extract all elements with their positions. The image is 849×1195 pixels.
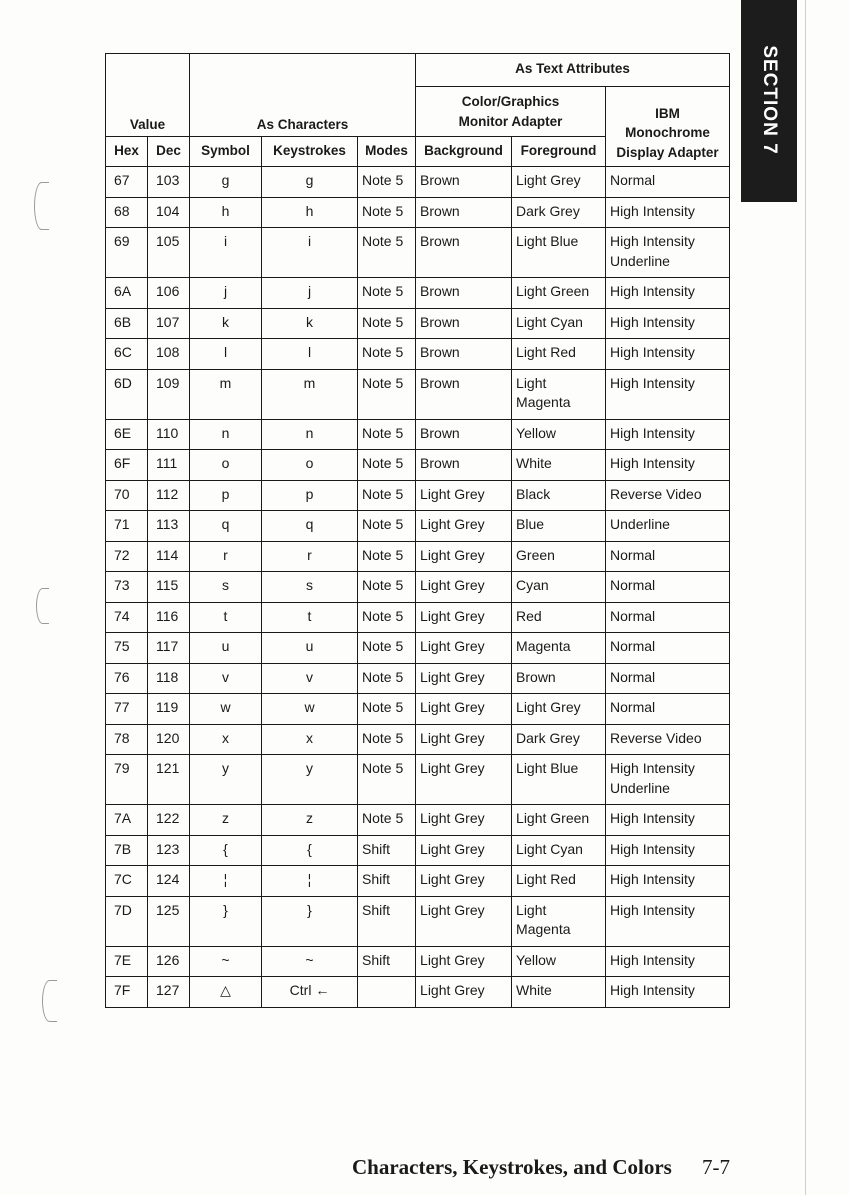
background-cell: Brown (416, 278, 512, 309)
table-row (106, 419, 730, 450)
symbol-cell: w (190, 694, 262, 725)
keystrokes-cell: ¦ (262, 866, 358, 897)
hex-cell: 7B (106, 835, 148, 866)
table-row (106, 602, 730, 633)
modes-cell: Note 5 (358, 339, 416, 370)
table-row (106, 694, 730, 725)
keystrokes-cell: ~ (262, 946, 358, 977)
table-row (106, 369, 730, 419)
hex-cell: 73 (106, 572, 148, 603)
hex-cell: 72 (106, 541, 148, 572)
symbol-cell: ¦ (190, 866, 262, 897)
keystrokes-cell: w (262, 694, 358, 725)
table-body (106, 167, 730, 1008)
foreground-cell: Light Green (512, 805, 606, 836)
foreground-cell: Light Grey (512, 167, 606, 198)
mono-attribute-cell: High Intensity Underline (606, 755, 730, 805)
background-cell: Light Grey (416, 480, 512, 511)
modes-cell: Note 5 (358, 633, 416, 664)
symbol-cell: z (190, 805, 262, 836)
mono-attribute-cell: High Intensity (606, 896, 730, 946)
hex-cell: 75 (106, 633, 148, 664)
background-cell: Light Grey (416, 694, 512, 725)
margin-bracket-mark (36, 588, 49, 624)
background-header: Background (416, 137, 512, 167)
mono-attribute-cell: High Intensity (606, 339, 730, 370)
table-row (106, 896, 730, 946)
foreground-cell: Light Magenta (512, 896, 606, 946)
keystrokes-cell: k (262, 308, 358, 339)
page-number: 7-7 (702, 1155, 730, 1179)
dec-cell: 106 (148, 278, 190, 309)
modes-cell (358, 977, 416, 1008)
hex-header: Hex (106, 137, 148, 167)
background-cell: Light Grey (416, 572, 512, 603)
hex-cell: 6E (106, 419, 148, 450)
mono-attribute-cell: Normal (606, 633, 730, 664)
foreground-cell: Brown (512, 663, 606, 694)
foreground-cell: Light Grey (512, 694, 606, 725)
mono-attribute-cell: High Intensity (606, 805, 730, 836)
modes-cell: Note 5 (358, 197, 416, 228)
mono-attribute-cell: High Intensity (606, 977, 730, 1008)
color-graphics-header: Color/Graphics Monitor Adapter (416, 87, 606, 137)
background-cell: Brown (416, 197, 512, 228)
foreground-cell: Light Red (512, 339, 606, 370)
character-attribute-table (105, 53, 730, 1008)
foreground-cell: Cyan (512, 572, 606, 603)
foreground-cell: Yellow (512, 419, 606, 450)
modes-cell: Note 5 (358, 541, 416, 572)
margin-bracket-mark (42, 980, 57, 1022)
table-row (106, 450, 730, 481)
table-row (106, 197, 730, 228)
table-row (106, 755, 730, 805)
background-cell: Light Grey (416, 896, 512, 946)
foreground-cell: Black (512, 480, 606, 511)
keystrokes-cell: q (262, 511, 358, 542)
keystrokes-cell: o (262, 450, 358, 481)
foreground-cell: Dark Grey (512, 197, 606, 228)
background-cell: Brown (416, 167, 512, 198)
symbol-cell: ~ (190, 946, 262, 977)
foreground-cell: Light Cyan (512, 308, 606, 339)
dec-cell: 114 (148, 541, 190, 572)
background-cell: Light Grey (416, 633, 512, 664)
as-text-attributes-header: As Text Attributes (416, 54, 730, 87)
background-cell: Light Grey (416, 835, 512, 866)
hex-cell: 77 (106, 694, 148, 725)
symbol-cell: s (190, 572, 262, 603)
modes-cell: Shift (358, 896, 416, 946)
table-row (106, 541, 730, 572)
mono-attribute-cell: High Intensity (606, 866, 730, 897)
mono-attribute-cell: High Intensity (606, 369, 730, 419)
modes-cell: Note 5 (358, 755, 416, 805)
modes-cell: Note 5 (358, 694, 416, 725)
dec-cell: 111 (148, 450, 190, 481)
background-cell: Brown (416, 339, 512, 370)
hex-cell: 79 (106, 755, 148, 805)
dec-cell: 105 (148, 228, 190, 278)
foreground-cell: Green (512, 541, 606, 572)
symbol-cell: l (190, 339, 262, 370)
symbol-cell: u (190, 633, 262, 664)
foreground-cell: Yellow (512, 946, 606, 977)
table-row (106, 835, 730, 866)
mono-attribute-cell: Underline (606, 511, 730, 542)
keystrokes-cell: l (262, 339, 358, 370)
symbol-cell: △ (190, 977, 262, 1008)
mono-attribute-cell: High Intensity (606, 197, 730, 228)
mono-attribute-cell: High Intensity (606, 308, 730, 339)
foreground-cell: Light Cyan (512, 835, 606, 866)
foreground-cell: White (512, 450, 606, 481)
mono-attribute-cell: Normal (606, 663, 730, 694)
hex-cell: 7E (106, 946, 148, 977)
dec-cell: 112 (148, 480, 190, 511)
modes-cell: Note 5 (358, 572, 416, 603)
ibm-mono-header: IBM Monochrome Display Adapter (606, 87, 730, 167)
modes-cell: Note 5 (358, 663, 416, 694)
dec-cell: 117 (148, 633, 190, 664)
table-row (106, 511, 730, 542)
keystrokes-cell: j (262, 278, 358, 309)
dec-cell: 115 (148, 572, 190, 603)
symbol-cell: x (190, 724, 262, 755)
hex-cell: 7A (106, 805, 148, 836)
background-cell: Light Grey (416, 724, 512, 755)
dec-cell: 123 (148, 835, 190, 866)
mono-attribute-cell: Normal (606, 167, 730, 198)
symbol-cell: o (190, 450, 262, 481)
symbol-cell: j (190, 278, 262, 309)
table-row (106, 167, 730, 198)
symbol-cell: q (190, 511, 262, 542)
dec-cell: 124 (148, 866, 190, 897)
background-cell: Light Grey (416, 977, 512, 1008)
keystrokes-cell: Ctrl ← (262, 977, 358, 1008)
background-cell: Brown (416, 369, 512, 419)
modes-cell: Note 5 (358, 308, 416, 339)
foreground-cell: Light Magenta (512, 369, 606, 419)
symbol-cell: } (190, 896, 262, 946)
symbol-cell: { (190, 835, 262, 866)
table-row (106, 278, 730, 309)
mono-attribute-cell: High Intensity (606, 946, 730, 977)
modes-cell: Shift (358, 946, 416, 977)
background-cell: Brown (416, 228, 512, 278)
keystrokes-cell: x (262, 724, 358, 755)
symbol-cell: v (190, 663, 262, 694)
modes-cell: Note 5 (358, 419, 416, 450)
mono-attribute-cell: Reverse Video (606, 480, 730, 511)
mono-attribute-cell: High Intensity (606, 419, 730, 450)
table-row (106, 480, 730, 511)
symbol-cell: r (190, 541, 262, 572)
symbol-cell: y (190, 755, 262, 805)
keystrokes-cell: { (262, 835, 358, 866)
dec-cell: 108 (148, 339, 190, 370)
as-characters-header: As Characters (190, 54, 416, 137)
modes-cell: Note 5 (358, 511, 416, 542)
dec-cell: 103 (148, 167, 190, 198)
section-tab (741, 0, 797, 202)
background-cell: Light Grey (416, 866, 512, 897)
hex-cell: 74 (106, 602, 148, 633)
dec-cell: 125 (148, 896, 190, 946)
dec-cell: 119 (148, 694, 190, 725)
hex-cell: 7C (106, 866, 148, 897)
hex-cell: 6B (106, 308, 148, 339)
symbol-header: Symbol (190, 137, 262, 167)
hex-cell: 78 (106, 724, 148, 755)
mono-attribute-cell: Normal (606, 602, 730, 633)
background-cell: Light Grey (416, 602, 512, 633)
modes-cell: Note 5 (358, 480, 416, 511)
dec-cell: 120 (148, 724, 190, 755)
symbol-cell: g (190, 167, 262, 198)
foreground-header: Foreground (512, 137, 606, 167)
foreground-cell: Dark Grey (512, 724, 606, 755)
foreground-cell: Red (512, 602, 606, 633)
dec-cell: 116 (148, 602, 190, 633)
background-cell: Light Grey (416, 946, 512, 977)
mono-attribute-cell: High Intensity (606, 278, 730, 309)
dec-cell: 126 (148, 946, 190, 977)
keystrokes-cell: v (262, 663, 358, 694)
modes-cell: Note 5 (358, 278, 416, 309)
modes-cell: Note 5 (358, 805, 416, 836)
mono-attribute-cell: Reverse Video (606, 724, 730, 755)
modes-cell: Shift (358, 835, 416, 866)
mono-attribute-cell: High Intensity Underline (606, 228, 730, 278)
keystrokes-cell: z (262, 805, 358, 836)
hex-cell: 6C (106, 339, 148, 370)
table-row (106, 308, 730, 339)
mono-attribute-cell: Normal (606, 572, 730, 603)
dec-cell: 107 (148, 308, 190, 339)
keystrokes-cell: t (262, 602, 358, 633)
background-cell: Light Grey (416, 755, 512, 805)
table-row (106, 663, 730, 694)
hex-cell: 71 (106, 511, 148, 542)
background-cell: Light Grey (416, 805, 512, 836)
keystrokes-header: Keystrokes (262, 137, 358, 167)
mono-attribute-cell: Normal (606, 694, 730, 725)
symbol-cell: i (190, 228, 262, 278)
keystrokes-cell: i (262, 228, 358, 278)
table-row (106, 946, 730, 977)
background-cell: Brown (416, 450, 512, 481)
dec-cell: 113 (148, 511, 190, 542)
hex-cell: 7D (106, 896, 148, 946)
hex-cell: 67 (106, 167, 148, 198)
foreground-cell: Light Red (512, 866, 606, 897)
background-cell: Light Grey (416, 541, 512, 572)
modes-cell: Shift (358, 866, 416, 897)
foreground-cell: Blue (512, 511, 606, 542)
hex-cell: 69 (106, 228, 148, 278)
keystrokes-cell: y (262, 755, 358, 805)
keystrokes-cell: s (262, 572, 358, 603)
dec-cell: 118 (148, 663, 190, 694)
symbol-cell: m (190, 369, 262, 419)
modes-cell: Note 5 (358, 228, 416, 278)
dec-header: Dec (148, 137, 190, 167)
table-row (106, 228, 730, 278)
hex-cell: 6A (106, 278, 148, 309)
keystrokes-cell: u (262, 633, 358, 664)
keystrokes-cell: m (262, 369, 358, 419)
modes-header: Modes (358, 137, 416, 167)
value-header: Value (106, 54, 190, 137)
symbol-cell: p (190, 480, 262, 511)
hex-cell: 6D (106, 369, 148, 419)
background-cell: Light Grey (416, 511, 512, 542)
dec-cell: 127 (148, 977, 190, 1008)
hex-cell: 7F (106, 977, 148, 1008)
modes-cell: Note 5 (358, 724, 416, 755)
foreground-cell: Magenta (512, 633, 606, 664)
symbol-cell: n (190, 419, 262, 450)
hex-cell: 68 (106, 197, 148, 228)
keystrokes-cell: h (262, 197, 358, 228)
background-cell: Light Grey (416, 663, 512, 694)
dec-cell: 121 (148, 755, 190, 805)
dec-cell: 109 (148, 369, 190, 419)
keystrokes-cell: r (262, 541, 358, 572)
mono-attribute-cell: Normal (606, 541, 730, 572)
keystrokes-cell: p (262, 480, 358, 511)
modes-cell: Note 5 (358, 167, 416, 198)
table-row (106, 977, 730, 1008)
modes-cell: Note 5 (358, 602, 416, 633)
background-cell: Brown (416, 419, 512, 450)
symbol-cell: k (190, 308, 262, 339)
margin-bracket-mark (34, 182, 49, 230)
table-row (106, 339, 730, 370)
foreground-cell: White (512, 977, 606, 1008)
keystrokes-cell: n (262, 419, 358, 450)
dec-cell: 122 (148, 805, 190, 836)
foreground-cell: Light Blue (512, 755, 606, 805)
table-row (106, 572, 730, 603)
symbol-cell: t (190, 602, 262, 633)
table-row (106, 805, 730, 836)
dec-cell: 110 (148, 419, 190, 450)
footer-title: Characters, Keystrokes, and Colors (352, 1155, 672, 1179)
foreground-cell: Light Green (512, 278, 606, 309)
keystrokes-cell: } (262, 896, 358, 946)
hex-cell: 70 (106, 480, 148, 511)
table-row (106, 633, 730, 664)
section-tab-label: SECTION 7 (759, 45, 780, 155)
foreground-cell: Light Blue (512, 228, 606, 278)
mono-attribute-cell: High Intensity (606, 450, 730, 481)
keystrokes-cell: g (262, 167, 358, 198)
symbol-cell: h (190, 197, 262, 228)
table-row (106, 866, 730, 897)
hex-cell: 6F (106, 450, 148, 481)
dec-cell: 104 (148, 197, 190, 228)
modes-cell: Note 5 (358, 369, 416, 419)
modes-cell: Note 5 (358, 450, 416, 481)
background-cell: Brown (416, 308, 512, 339)
mono-attribute-cell: High Intensity (606, 835, 730, 866)
page-edge-divider (805, 0, 806, 1195)
table-row (106, 724, 730, 755)
hex-cell: 76 (106, 663, 148, 694)
